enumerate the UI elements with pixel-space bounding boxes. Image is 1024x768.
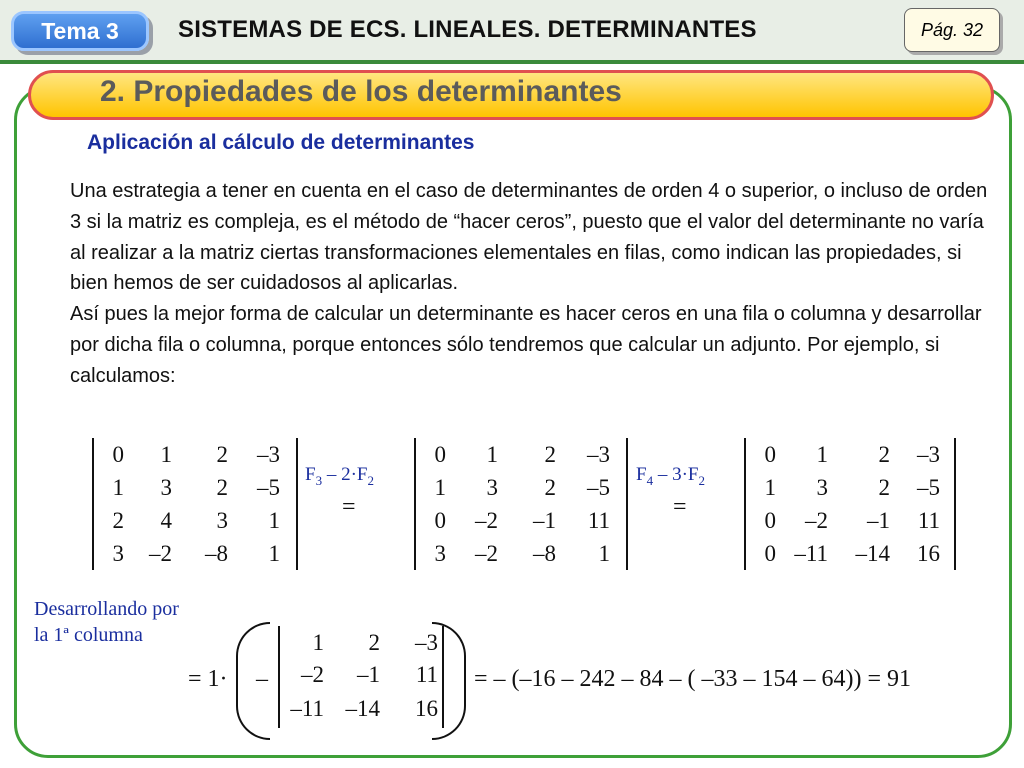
- topic-tab[interactable]: [11, 11, 149, 51]
- matrix-cell: –2: [301, 662, 324, 687]
- matrix-cell: –14: [855, 541, 890, 566]
- matrix-cell: –2: [149, 541, 172, 566]
- matrix-cell: –8: [205, 541, 228, 566]
- matrix-cell: 3: [486, 475, 498, 500]
- matrix-cell: 0: [434, 442, 446, 467]
- matrix-cell: –2: [805, 508, 828, 533]
- final-result: = – (–16 – 242 – 84 – ( –33 – 154 – 64)) = 91: [474, 666, 912, 692]
- matrix-cell: –5: [587, 475, 610, 500]
- determinant-bar-right: [626, 438, 628, 570]
- body-text: [70, 176, 1000, 392]
- matrix-cell: 1: [486, 442, 498, 467]
- matrix-cell: –5: [917, 475, 940, 500]
- determinant-step-2: [744, 438, 956, 570]
- matrix-cell: 2: [216, 475, 228, 500]
- matrix-cell: –2: [475, 541, 498, 566]
- determinant-bar-right: [954, 438, 956, 570]
- equals-sign-1: =: [342, 494, 356, 520]
- matrix-cell: 0: [112, 442, 124, 467]
- matrix-cell: 2: [112, 508, 124, 533]
- page-number-badge: Pág. 32: [904, 8, 1000, 52]
- matrix-cell: –5: [257, 475, 280, 500]
- matrix-cell: 4: [160, 508, 172, 533]
- determinant-step-1: [414, 438, 628, 570]
- matrix-cell: –11: [794, 541, 828, 566]
- matrix-cell: 1: [598, 541, 610, 566]
- matrix-cell: 11: [415, 662, 438, 687]
- expansion-sign: –: [256, 666, 268, 692]
- equals-sign-2: =: [673, 494, 687, 520]
- right-parenthesis: [432, 622, 466, 740]
- matrix-cell: 1: [268, 541, 280, 566]
- matrix-cell: 11: [587, 508, 610, 533]
- matrix-cell: 2: [544, 442, 556, 467]
- matrix-cell: 2: [368, 630, 380, 655]
- matrix-cell: 16: [415, 696, 438, 721]
- header-bar: [0, 0, 1024, 62]
- matrix-cell: –1: [533, 508, 556, 533]
- matrix-cell: –1: [357, 662, 380, 687]
- expansion-note-line-2: la 1ª columna: [34, 624, 143, 646]
- matrix-cell: –3: [257, 442, 280, 467]
- expansion-note: [34, 596, 179, 648]
- matrix-cell: 1: [764, 475, 776, 500]
- matrix-cell: 0: [764, 541, 776, 566]
- matrix-cell: 3: [112, 541, 124, 566]
- matrix-cell: 2: [878, 442, 890, 467]
- matrix-cell: 1: [112, 475, 124, 500]
- section-subtitle: Aplicación al cálculo de determinantes: [87, 131, 475, 154]
- topic-tab-label: Tema 3: [41, 18, 119, 44]
- matrix-cell: –1: [867, 508, 890, 533]
- matrix-cell: –3: [587, 442, 610, 467]
- matrix-cell: 1: [268, 508, 280, 533]
- matrix-cell: 0: [434, 508, 446, 533]
- matrix-cell: 1: [312, 630, 324, 655]
- matrix-cell: 16: [917, 541, 940, 566]
- expansion-prefix: = 1·: [188, 666, 228, 692]
- row-operation-2: $F_4 - 3\cdot F_2$: [636, 464, 705, 488]
- matrix-cell: 1: [434, 475, 446, 500]
- document-title: SISTEMAS DE ECS. LINEALES. DETERMINANTES: [178, 16, 757, 43]
- matrix-cell: 0: [764, 508, 776, 533]
- matrix-cell: 11: [917, 508, 940, 533]
- matrix-cell: 2: [216, 442, 228, 467]
- matrix-cell: –2: [475, 508, 498, 533]
- minor-determinant: [278, 626, 444, 728]
- matrix-cell: 2: [878, 475, 890, 500]
- matrix-cell: –14: [345, 696, 380, 721]
- matrix-cell: 3: [816, 475, 828, 500]
- matrix-cell: –11: [290, 696, 324, 721]
- paragraph-2: Así pues la mejor forma de calcular un determinante es hacer ceros en una fila o columna y desarrollar por dicha fila o columna, porque entonces sólo tendremos que calcular un adjunto. Por ejemplo, si calculamos:: [70, 303, 982, 387]
- matrix-cell: 3: [160, 475, 172, 500]
- matrix-cell: 1: [816, 442, 828, 467]
- matrix-cell: 0: [764, 442, 776, 467]
- matrix-cell: –3: [917, 442, 940, 467]
- section-title: 2. Propiedades de los determinantes: [100, 75, 622, 108]
- row-operation-1: $F_3 - 2\cdot F_2$: [305, 464, 374, 488]
- determinant-original: [92, 438, 298, 570]
- matrix-cell: 2: [544, 475, 556, 500]
- matrix-cell: –3: [415, 630, 438, 655]
- matrix-cell: 1: [160, 442, 172, 467]
- expansion-note-line-1: Desarrollando por: [34, 598, 179, 620]
- header-divider: [0, 60, 1024, 64]
- matrix-cell: 3: [216, 508, 228, 533]
- determinant-bar-right: [296, 438, 298, 570]
- matrix-cell: –8: [533, 541, 556, 566]
- matrix-cell: 3: [434, 541, 446, 566]
- paragraph-1: Una estrategia a tener en cuenta en el caso de determinantes de orden 4 o superior, o incluso de orden 3 si la matriz es compleja, es el método de “hacer ceros”, puesto que el valor del determinante no varía al realizar a la matriz ciertas transformaciones elementales en filas, como indican las propiedades, si bien hemos de ser cuidadosos al aplicarlas.: [70, 180, 988, 295]
